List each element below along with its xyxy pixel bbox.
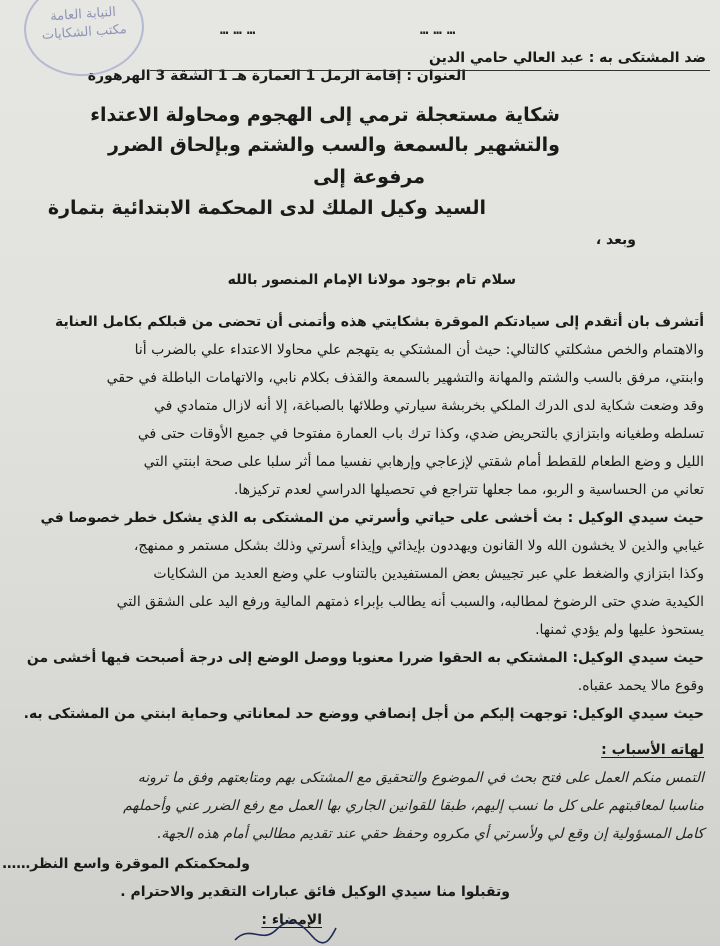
against-label: ضد المشتكى به : [588,50,706,66]
stamp-line-1: النيابة العامة [49,4,117,25]
body-line: تعاني من الحساسية و الربو، مما جعلها تتراجع في تحصيلها الدراسي لعدم تركيزها. [233,482,704,498]
title-line-4: السيد وكيل الملك لدى المحكمة الابتدائية بتمارة [47,197,486,219]
signature-mark [230,918,340,946]
top-dots-right: ……… [420,22,461,38]
body-line: وابنتي، مرفق بالسب والشتم والمهانة والتشهير بالسمعة والقذف بكلام نابي، والاتهامات الباطلة في حقي [106,370,704,386]
against-name: عبد العالي حامي الدين [429,50,584,66]
body-line: أتشرف بان أتقدم إلى سيادتكم الموقرة بشكايتي هذه وأتمنى أن تحضى من قبلكم بكامل العناية [55,314,704,330]
title-line-1: شكاية مستعجلة ترمي إلى الهجوم ومحاولة الاعتداء [90,104,560,126]
closing-line-1: ولمحكمتكم الموقرة واسع النظر…… [2,856,250,872]
reasons-line: مناسبا لمعاقبتهم على كل ما نسب إليهم، طبقا للقوانين الجاري بها العمل مع رفع الضرر عني وأحملهم [123,798,704,814]
body-line: الليل و وضع الطعام للقطط أمام شقتي لإزعاجي وإرهابي نفسيا مما أثر سلبا على صحة ابنتي التي [143,454,704,470]
header-against-row [429,50,706,66]
address-label: العنوان : [406,68,466,84]
body-line: وقد وضعت شكاية لدى الدرك الملكي بخربشة سيارتي وطلائها بالصباغة، إلا أنه لازال متمادي في [153,398,704,414]
address-value: إقامة الرمل 1 العمارة هـ 1 الشقة 3 الهرهورة [87,68,402,84]
body-line: غيابي والذين لا يخشون الله ولا القانون ويهددون بإيذائي وإيذاء أسرتي وذلك بشكل مستمر و ممنهج، [133,538,704,554]
body-line: حيث سيدي الوكيل: توجهت إليكم من أجل إنصافي ووضع حد لمعاناتي وحماية ابنتي من المشتكى به. [23,706,704,722]
body-line: وقوع مالا يحمد عقباه. [577,678,704,694]
body-line: حيث سيدي الوكيل : بث أخشى على حياتي وأسرتي من المشتكى به الذي يشكل خطر خصوصا في [40,510,704,526]
body-line: يستحوذ عليها ولم يؤدي ثمنها. [535,622,704,638]
signature-label: الإمضاء : [261,912,322,928]
body-line: وكذا ابتزازي والضغط علي عبر تجييش بعض المستفيدين بالتناوب علي وضع العديد من الشكايات [153,566,704,582]
reasons-line: التمس منكم العمل على فتح بحث في الموضوع والتحقيق مع المشتكى بهم ومتابعتهم وفق ما ترونه [137,770,704,786]
body-line: تسلطه وطغيانه وابتزازي بالتحريض ضدي، وكذا ترك باب العمارة مفتوحا في جميع الأوقات حتى في [137,426,704,442]
salutation: سلام تام بوجود مولانا الإمام المنصور بالله [227,272,516,288]
stamp-line-2: مكتب الشكايات [41,22,128,43]
body-line: والاهتمام والخص مشكلتي كالتالي: حيث أن المشتكي به يتهجم علي محاولا الاعتداء علي بالضرب أنا [134,342,704,358]
top-dots-left: ……… [220,22,261,38]
closing-line-2: وتقبلوا منا سيدي الوكيل فائق عبارات التقدير والاحترام . [120,884,510,900]
reasons-line: كامل المسؤولية إن وقع لي ولأسرتي أي مكروه وحفظ حقي عند تقديم مطالبي أمام هذه الجهة. [156,826,704,842]
header-divider [150,70,710,71]
title-line-2: والتشهير بالسمعة والسب والشتم وبإلحاق الضرر [108,134,560,156]
title-line-3: مرفوعة إلى [313,166,425,188]
reasons-heading: لهاته الأسباب : [601,742,704,758]
body-line: حيث سيدي الوكيل: المشتكي به الحقوا ضررا معنويا ووصل الوضع إلى درجة أصبحت فيها أخشى من [26,650,704,666]
body-line: الكيدية ضدي حتى الرضوخ لمطالبه، والسبب أنه يطالب بإبراء ذمتهم المالية ورفع اليد على الشقق التي [116,594,704,610]
wabaad: وبعد ، [595,232,636,248]
